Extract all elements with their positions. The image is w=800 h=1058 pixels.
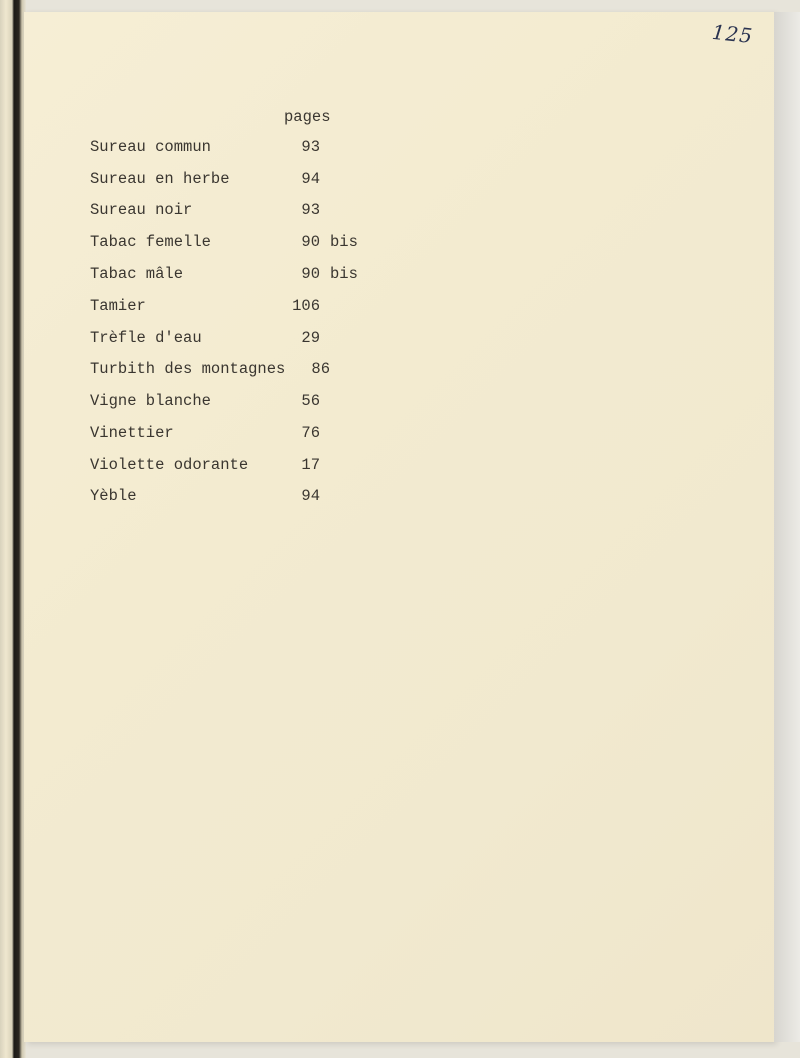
entry-term: Vigne blanche — [90, 392, 211, 410]
entry-term: Sureau noir — [90, 201, 193, 219]
entry-term: Sureau en herbe — [90, 170, 230, 188]
entry-term: Vinettier — [90, 424, 174, 442]
index-entry — [90, 138, 390, 162]
entry-page: 29 — [301, 329, 320, 347]
entry-page: 17 — [301, 456, 320, 474]
entry-page: 86 — [311, 360, 330, 378]
index-entry — [90, 360, 390, 384]
entry-page: 76 — [301, 424, 320, 442]
index-entry — [90, 392, 390, 416]
index-entry — [90, 265, 390, 289]
index-entry — [90, 170, 390, 194]
entry-page: 90 — [301, 233, 320, 251]
scan-margin — [774, 12, 800, 1042]
index-entry — [90, 233, 390, 257]
entry-term: Yèble — [90, 487, 137, 505]
entry-term: Violette odorante — [90, 456, 249, 474]
entry-term: Trèfle d'eau — [90, 329, 202, 347]
index-entry — [90, 297, 390, 321]
entry-term: Turbith des montagnes — [90, 360, 286, 378]
entry-suffix: bis — [330, 233, 358, 251]
entry-page: 93 — [301, 201, 320, 219]
entry-page: 94 — [301, 487, 320, 505]
entry-page: 90 — [301, 265, 320, 283]
index-entry — [90, 424, 390, 448]
entry-term: Tabac femelle — [90, 233, 211, 251]
entry-page: 106 — [292, 297, 320, 315]
entry-page: 94 — [301, 170, 320, 188]
entry-suffix: bis — [330, 265, 358, 283]
index-entry — [90, 487, 390, 511]
entry-page: 93 — [301, 138, 320, 156]
binding-edge — [0, 0, 26, 1058]
index-entry — [90, 456, 390, 480]
index-entry — [90, 201, 390, 225]
index-entry — [90, 329, 390, 353]
entry-page: 56 — [301, 392, 320, 410]
folio-number: 125 — [710, 19, 755, 49]
entry-term: Tabac mâle — [90, 265, 184, 283]
entry-term: Tamier — [90, 297, 146, 315]
pages-column-header: pages — [284, 108, 331, 126]
entry-term: Sureau commun — [90, 138, 211, 156]
